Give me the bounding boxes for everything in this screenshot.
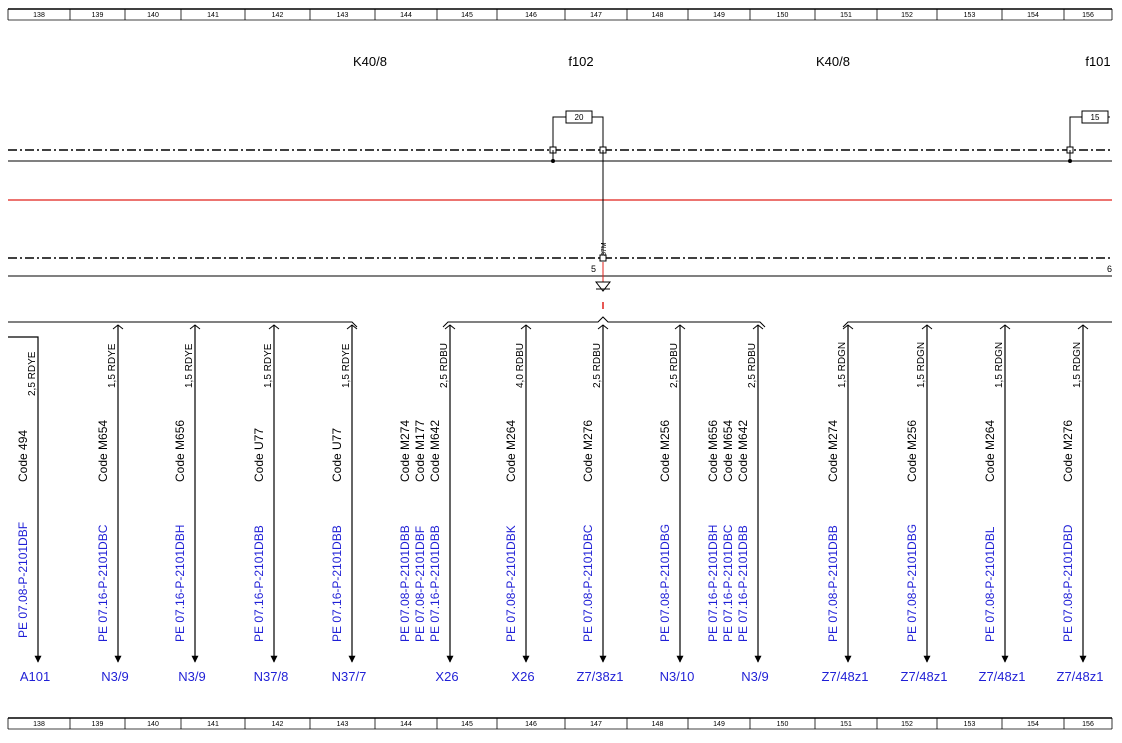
wire-size-label: 1,5 RDGN xyxy=(837,341,848,388)
ruler-number: 144 xyxy=(400,721,412,728)
option-code-label: Code M264 xyxy=(504,419,518,482)
bottom-ruler xyxy=(8,718,1112,729)
wire-size-label: 2,5 RDBU xyxy=(592,342,603,388)
option-code-label: Code M256 xyxy=(658,419,672,482)
option-code-label: Code U77 xyxy=(252,427,266,482)
destination-label[interactable]: X26 xyxy=(435,669,459,684)
wire-size-label: 2,5 RDBU xyxy=(439,342,450,388)
document-reference-link[interactable]: PE 07.08-P-2101DBB xyxy=(826,525,840,642)
group-bracket-rdgn xyxy=(843,322,1112,327)
document-reference-link[interactable]: PE 07.08-P-2101DBL xyxy=(983,526,997,642)
ruler-number: 148 xyxy=(651,721,664,728)
circuit-column xyxy=(901,325,948,684)
option-code-label: Code M656 xyxy=(173,419,187,482)
ruler-number: 141 xyxy=(207,12,219,19)
wire-size-label: 1,5 RDYE xyxy=(107,343,118,388)
wire-size-label: 1,5 RDYE xyxy=(184,343,195,388)
circuit-columns xyxy=(8,325,1103,684)
ruler-number: 146 xyxy=(525,721,537,728)
ruler-number: 145 xyxy=(461,721,473,728)
ruler-number: 147 xyxy=(590,721,602,728)
option-code-label: Code M264 xyxy=(983,419,997,482)
circuit-column xyxy=(658,325,694,684)
ruler-number: 146 xyxy=(525,12,537,19)
circuit-column xyxy=(1057,325,1104,684)
option-code-label: Code M276 xyxy=(1061,419,1075,482)
wire-size-label: 1,5 RDYE xyxy=(341,343,352,388)
ruler-number: 151 xyxy=(840,721,852,728)
document-reference-link[interactable]: PE 07.16-P-2101DBB xyxy=(252,525,266,642)
ruler-number: 142 xyxy=(271,12,284,19)
splice-wire-code: 87M xyxy=(601,242,608,256)
ruler-number: 154 xyxy=(1027,12,1039,19)
circuit-column xyxy=(577,325,624,684)
ruler-number: 138 xyxy=(33,721,45,728)
destination-label[interactable]: Z7/48z1 xyxy=(900,669,948,684)
ruler-number: 153 xyxy=(963,721,976,728)
ruler-number: 150 xyxy=(776,721,789,728)
document-reference-link[interactable]: PE 07.08-P-2101DBF xyxy=(413,525,427,642)
ruler-number: 147 xyxy=(590,12,602,19)
option-code-label: Code M654 xyxy=(96,419,110,482)
option-code-label: Code M276 xyxy=(581,419,595,482)
circuit-column xyxy=(979,325,1026,684)
option-code-label: Code M642 xyxy=(736,419,750,482)
option-code-label: Code M656 xyxy=(706,419,720,482)
document-reference-link[interactable]: PE 07.16-P-2101DBC xyxy=(721,524,735,642)
ruler-number: 141 xyxy=(207,721,219,728)
document-reference-link[interactable]: PE 07.08-P-2101DBB xyxy=(398,525,412,642)
fuse-f102 xyxy=(553,111,603,150)
destination-label[interactable]: Z7/38z1 xyxy=(576,669,624,684)
ruler-number: 152 xyxy=(901,721,913,728)
document-reference-link[interactable]: PE 07.16-P-2101DBB xyxy=(428,525,442,642)
circuit-column xyxy=(330,325,366,684)
wire-size-label: 2,5 RDBU xyxy=(747,342,758,388)
group-bracket-rdye xyxy=(8,322,357,327)
destination-label[interactable]: X26 xyxy=(511,669,535,684)
document-reference-link[interactable]: PE 07.08-P-2101DBC xyxy=(581,524,595,642)
document-reference-link[interactable]: PE 07.08-P-2101DBF xyxy=(16,521,30,638)
ruler-number: 148 xyxy=(651,12,664,19)
option-code-label: Code M642 xyxy=(428,419,442,482)
ruler-number: 150 xyxy=(776,12,789,19)
ruler-number: 145 xyxy=(461,12,473,19)
option-code-label: Code 494 xyxy=(16,429,30,482)
ruler-number: 151 xyxy=(840,12,852,19)
wire-size-label: 1,5 RDYE xyxy=(263,343,274,388)
ruler-number: 139 xyxy=(91,721,104,728)
destination-label[interactable]: N3/9 xyxy=(101,669,129,684)
ruler-number: 143 xyxy=(336,721,349,728)
document-reference-link[interactable]: PE 07.08-P-2101DBG xyxy=(658,523,672,642)
ruler-number: 156 xyxy=(1082,12,1094,19)
document-reference-link[interactable]: PE 07.08-P-2101DBD xyxy=(1061,524,1075,642)
destination-label[interactable]: N3/9 xyxy=(741,669,769,684)
ruler-number: 142 xyxy=(271,721,284,728)
wire-size-label: 4,0 RDBU xyxy=(515,342,526,388)
splice-number-left: 5 xyxy=(590,264,596,274)
option-code-label: Code M274 xyxy=(398,419,412,482)
circuit-column xyxy=(822,325,869,684)
ruler-number: 143 xyxy=(336,12,349,19)
circuit-column xyxy=(706,325,769,684)
ruler-number: 140 xyxy=(147,12,159,19)
circuit-column xyxy=(398,325,459,684)
ruler-number: 144 xyxy=(400,12,412,19)
ruler-number: 152 xyxy=(901,12,913,19)
document-reference-link[interactable]: PE 07.16-P-2101DBH xyxy=(173,524,187,642)
option-code-label: Code M274 xyxy=(826,419,840,482)
wire-size-label: 2,5 RDBU xyxy=(669,342,680,388)
option-code-label: Code M256 xyxy=(905,419,919,482)
fuse-rating-f102: 20 xyxy=(574,113,584,122)
option-code-label: Code M654 xyxy=(721,419,735,482)
circuit-column xyxy=(8,337,50,684)
document-reference-link[interactable]: PE 07.16-P-2101DBB xyxy=(736,525,750,642)
destination-label[interactable]: N37/7 xyxy=(331,669,367,684)
circuit-column xyxy=(504,325,535,684)
wire-size-label: 1,5 RDGN xyxy=(916,341,927,388)
ruler-number: 139 xyxy=(91,12,104,19)
ruler-number: 153 xyxy=(963,12,976,19)
ruler-number: 156 xyxy=(1082,721,1094,728)
ruler-number: 140 xyxy=(147,721,159,728)
splice-triangle-icon xyxy=(596,282,610,291)
top-ruler xyxy=(8,9,1112,20)
splice-number-right: 6 xyxy=(1106,264,1112,274)
fuse-f101 xyxy=(1070,111,1110,150)
destination-label[interactable]: N3/10 xyxy=(659,669,695,684)
component-label-f101: f101 xyxy=(1085,54,1111,69)
ruler-number: 138 xyxy=(33,12,45,19)
document-reference-link[interactable]: PE 07.08-P-2101DBG xyxy=(905,523,919,642)
wire-size-label: 1,5 RDGN xyxy=(994,341,1005,388)
fuse-rating-f101: 15 xyxy=(1090,113,1100,122)
ruler-number: 154 xyxy=(1027,721,1039,728)
document-reference-link[interactable]: PE 07.16-P-2101DBH xyxy=(706,524,720,642)
destination-label[interactable]: Z7/48z1 xyxy=(978,669,1026,684)
circuit-column xyxy=(96,325,129,684)
destination-label[interactable]: N3/9 xyxy=(178,669,206,684)
destination-label[interactable]: Z7/48z1 xyxy=(821,669,869,684)
destination-label[interactable]: A101 xyxy=(19,669,51,684)
document-reference-link[interactable]: PE 07.08-P-2101DBK xyxy=(504,525,518,642)
option-code-label: Code U77 xyxy=(330,427,344,482)
ruler-number: 149 xyxy=(713,721,725,728)
ruler-number: 149 xyxy=(713,12,725,19)
circuit-column xyxy=(173,325,206,684)
component-label-k40-8-left: K40/8 xyxy=(353,54,387,69)
destination-label[interactable]: N37/8 xyxy=(253,669,289,684)
destination-label[interactable]: Z7/48z1 xyxy=(1056,669,1104,684)
component-label-f102: f102 xyxy=(568,54,594,69)
circuit-column xyxy=(252,325,288,684)
wire-size-label: 1,5 RDGN xyxy=(1072,341,1083,388)
document-reference-link[interactable]: PE 07.16-P-2101DBB xyxy=(330,525,344,642)
wire-size-label: 2,5 RDYE xyxy=(27,351,38,396)
option-code-label: Code M177 xyxy=(413,419,427,482)
document-reference-link[interactable]: PE 07.16-P-2101DBC xyxy=(96,524,110,642)
component-label-k40-8-right: K40/8 xyxy=(816,54,850,69)
